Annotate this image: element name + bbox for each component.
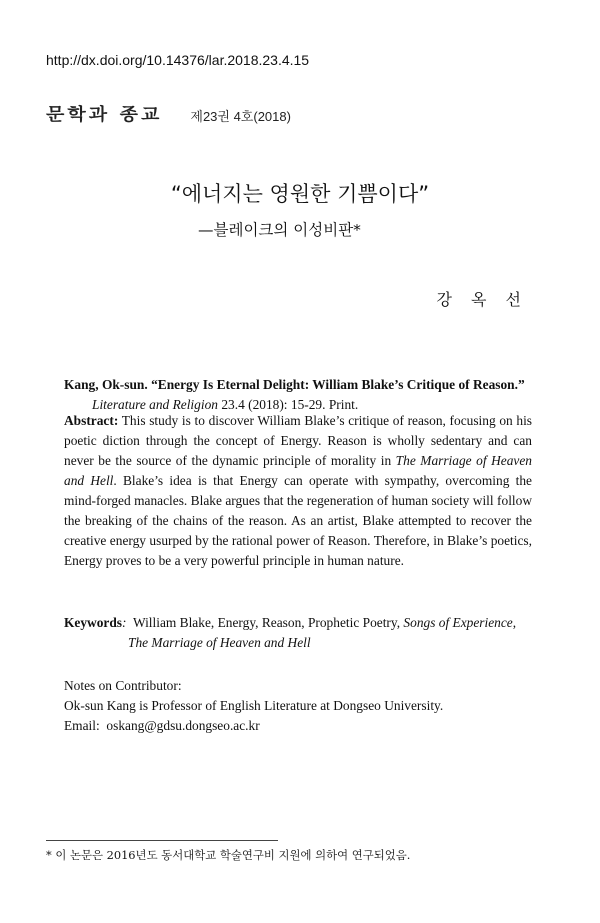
article-subtitle: —블레이크의 이성비판* <box>198 221 361 239</box>
citation-journal: Literature and Religion <box>92 397 218 412</box>
citation-author: Kang, Ok-sun. <box>64 377 148 392</box>
abstract <box>64 411 532 571</box>
keywords <box>64 613 534 653</box>
journal-header <box>46 100 291 127</box>
citation-title: “Energy Is Eternal Delight: William Blake’s Critique of Reason.” <box>151 377 525 392</box>
abstract-work-title: The Marriage of Heaven and Hell <box>64 453 532 488</box>
keyword-marriage-heaven-hell: The Marriage of Heaven and Hell <box>128 635 311 650</box>
abstract-label: Abstract: <box>64 413 119 428</box>
keywords-comma: , <box>512 615 517 630</box>
article-author: 강 옥 선 <box>436 290 528 309</box>
journal-name: 문학과 종교 <box>46 104 163 125</box>
contributor-email[interactable]: oskang@gdsu.dongseo.ac.kr <box>106 718 260 733</box>
abstract-text-2: . Blake’s idea is that Energy can operate with sympathy, overcoming the mind-forged manacles. Blake argues that the regeneration of human society will follow the breaking of the chains of the reason. As an artist, Blake attempted to recover the creative energy usurped by the rational power of Reason. Therefore, in Blake’s poetics, Energy proves to be a very powerful principle in human nature. <box>64 473 532 568</box>
email-label: Email: <box>64 718 100 733</box>
footnote: * 이 논문은 2016년도 동서대학교 학술연구비 지원에 의하여 연구되었음. <box>46 848 411 862</box>
keywords-label: Keywords <box>64 615 123 630</box>
journal-issue: 제23권 4호(2018) <box>190 109 291 124</box>
citation-details: 23.4 (2018): 15-29. Print. <box>221 397 359 412</box>
keyword-songs-of-experience: Songs of Experience <box>403 615 513 630</box>
citation <box>64 375 532 415</box>
contributor-email-line <box>64 716 534 736</box>
abstract-text-1: This study is to discover William Blake’s critique of reason, focusing on his poetic diction through the concept of Energy. Reason is wholly sedentary and can never be the source of the dynamic principle of morality in <box>64 413 533 468</box>
contributor-bio: Ok-sun Kang is Professor of English Literature at Dongseo University. <box>64 698 444 713</box>
article-title: “에너지는 영원한 기쁨이다” <box>170 182 430 206</box>
doi-link[interactable]: http://dx.doi.org/10.14376/lar.2018.23.4.15 <box>46 52 310 68</box>
keywords-colon: : <box>122 615 127 630</box>
contributor-heading: Notes on Contributor: <box>64 678 182 693</box>
keywords-list: William Blake, Energy, Reason, Prophetic Poetry, <box>132 615 401 630</box>
contributor-notes <box>64 676 534 736</box>
keywords-line-2 <box>64 633 534 653</box>
footnote-divider <box>46 840 278 841</box>
